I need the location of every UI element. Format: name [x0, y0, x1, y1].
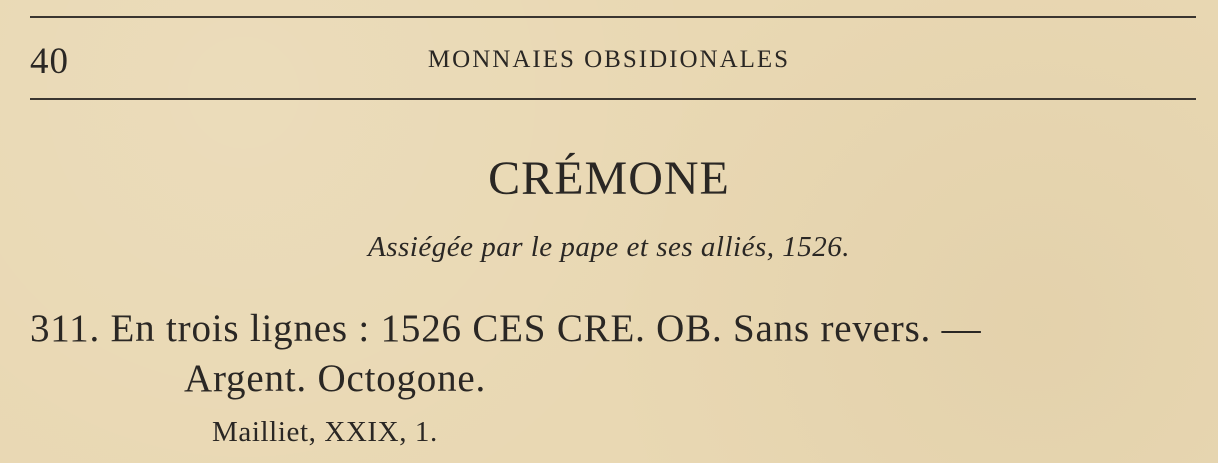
- entry-reference: Mailliet, XXIX, 1.: [212, 416, 438, 448]
- section-title: CRÉMONE: [488, 152, 730, 205]
- top-rule: [30, 16, 1196, 18]
- section-subtitle: Assiégée par le pape et ses alliés, 1526.: [368, 231, 850, 263]
- header-rule: [30, 98, 1196, 100]
- entry-line-1: 311. En trois lignes : 1526 CES CRE. OB. Sans revers. —: [30, 307, 982, 350]
- running-head: MONNAIES OBSIDIONALES: [427, 46, 791, 73]
- page-number: 40: [30, 41, 69, 82]
- entry-line-2: Argent. Octogone.: [184, 357, 487, 400]
